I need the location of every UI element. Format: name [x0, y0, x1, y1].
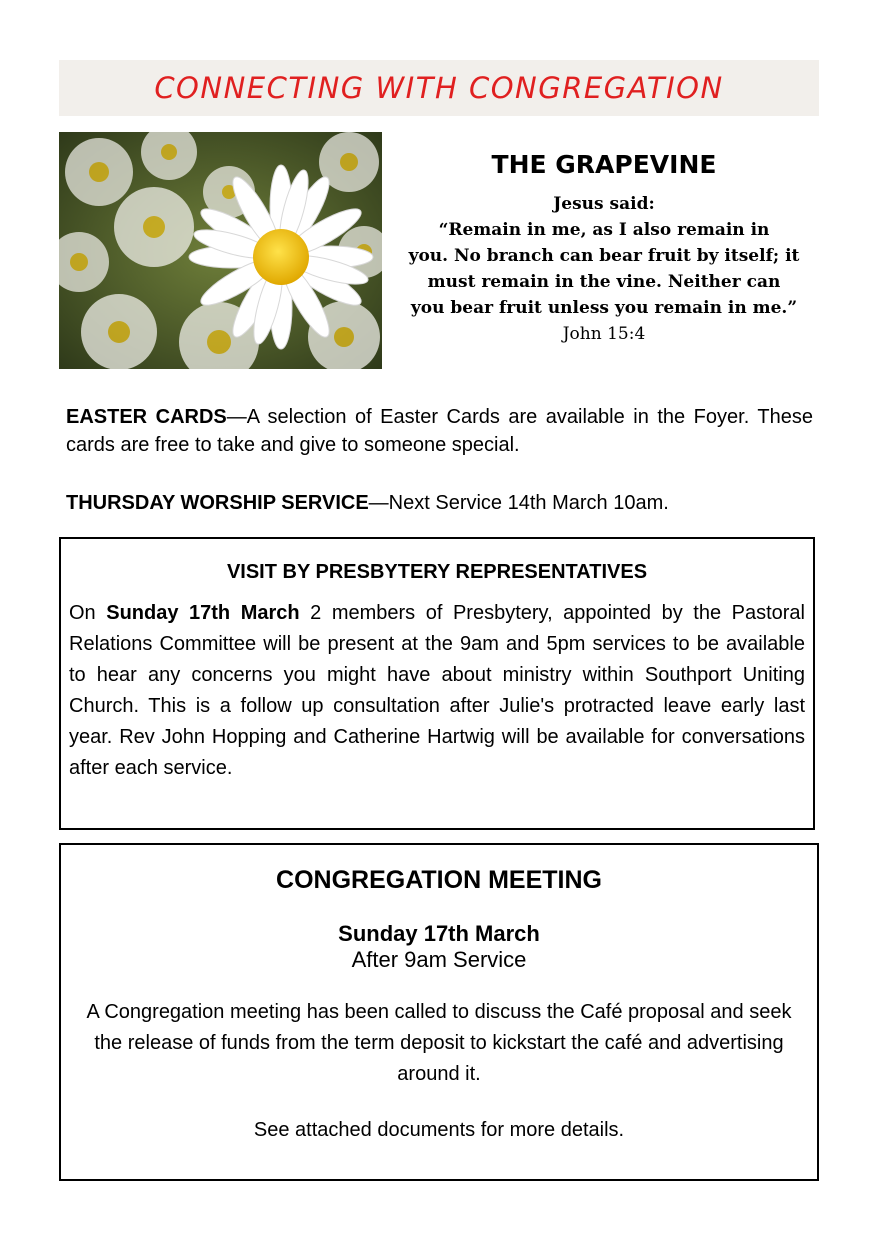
quote-line: must remain in the vine. Neither can	[427, 272, 781, 292]
thursday-service-text: —Next Service 14th March 10am.	[368, 492, 669, 514]
grapevine-title: THE GRAPEVINE	[491, 150, 717, 179]
quote-intro: Jesus said:	[553, 194, 655, 214]
thursday-service-notice	[66, 489, 813, 517]
easter-cards-notice	[66, 403, 813, 459]
header-banner	[59, 60, 819, 116]
quote-line: you bear fruit unless you remain in me.”	[410, 298, 798, 318]
daisy-photo	[59, 132, 382, 369]
bible-quote	[395, 191, 813, 347]
easter-cards-text: —A selection of Easter Cards are available in the Foyer. These cards are free to take and give to someone special.	[66, 406, 814, 456]
meeting-date: Sunday 17th March	[338, 921, 540, 946]
presbytery-visit-box	[59, 537, 815, 830]
meeting-description: A Congregation meeting has been called to discuss the Café proposal and seek the release of funds from the term deposit to kickstart the café and advertising around it.	[86, 1001, 792, 1085]
grapevine-section	[395, 150, 813, 347]
congregation-meeting-box	[59, 843, 819, 1181]
easter-cards-heading: EASTER CARDS	[66, 406, 227, 428]
presbytery-visit-title: VISIT BY PRESBYTERY REPRESENTATIVES	[226, 561, 648, 583]
thursday-service-heading: THURSDAY WORSHIP SERVICE	[66, 492, 369, 514]
quote-line: “Remain in me, as I also remain in	[438, 220, 770, 240]
presbytery-text-body: 2 members of Presbytery, appointed by the Pastoral Relations Committee will be present at the 9am and 5pm services to be available to hear any concerns you might have about ministry within Southport Uniting Church. This is a follow up consultation after Julie's protracted leave early last year. Rev John Hopping and Catherine Hartwig will be available for conversations after each service.	[69, 602, 805, 779]
quote-line: you. No branch can bear fruit by itself; it	[408, 246, 800, 266]
presbytery-date: Sunday 17th March	[106, 602, 300, 624]
presbytery-visit-text	[69, 598, 805, 784]
meeting-time: After 9am Service	[351, 947, 527, 972]
presbytery-text-lead: On	[69, 602, 107, 624]
quote-reference: John 15:4	[562, 324, 646, 344]
meeting-title: CONGREGATION MEETING	[276, 866, 602, 894]
page-title: CONNECTING WITH CONGREGATION	[154, 71, 724, 105]
meeting-more-details: See attached documents for more details.	[253, 1119, 625, 1141]
